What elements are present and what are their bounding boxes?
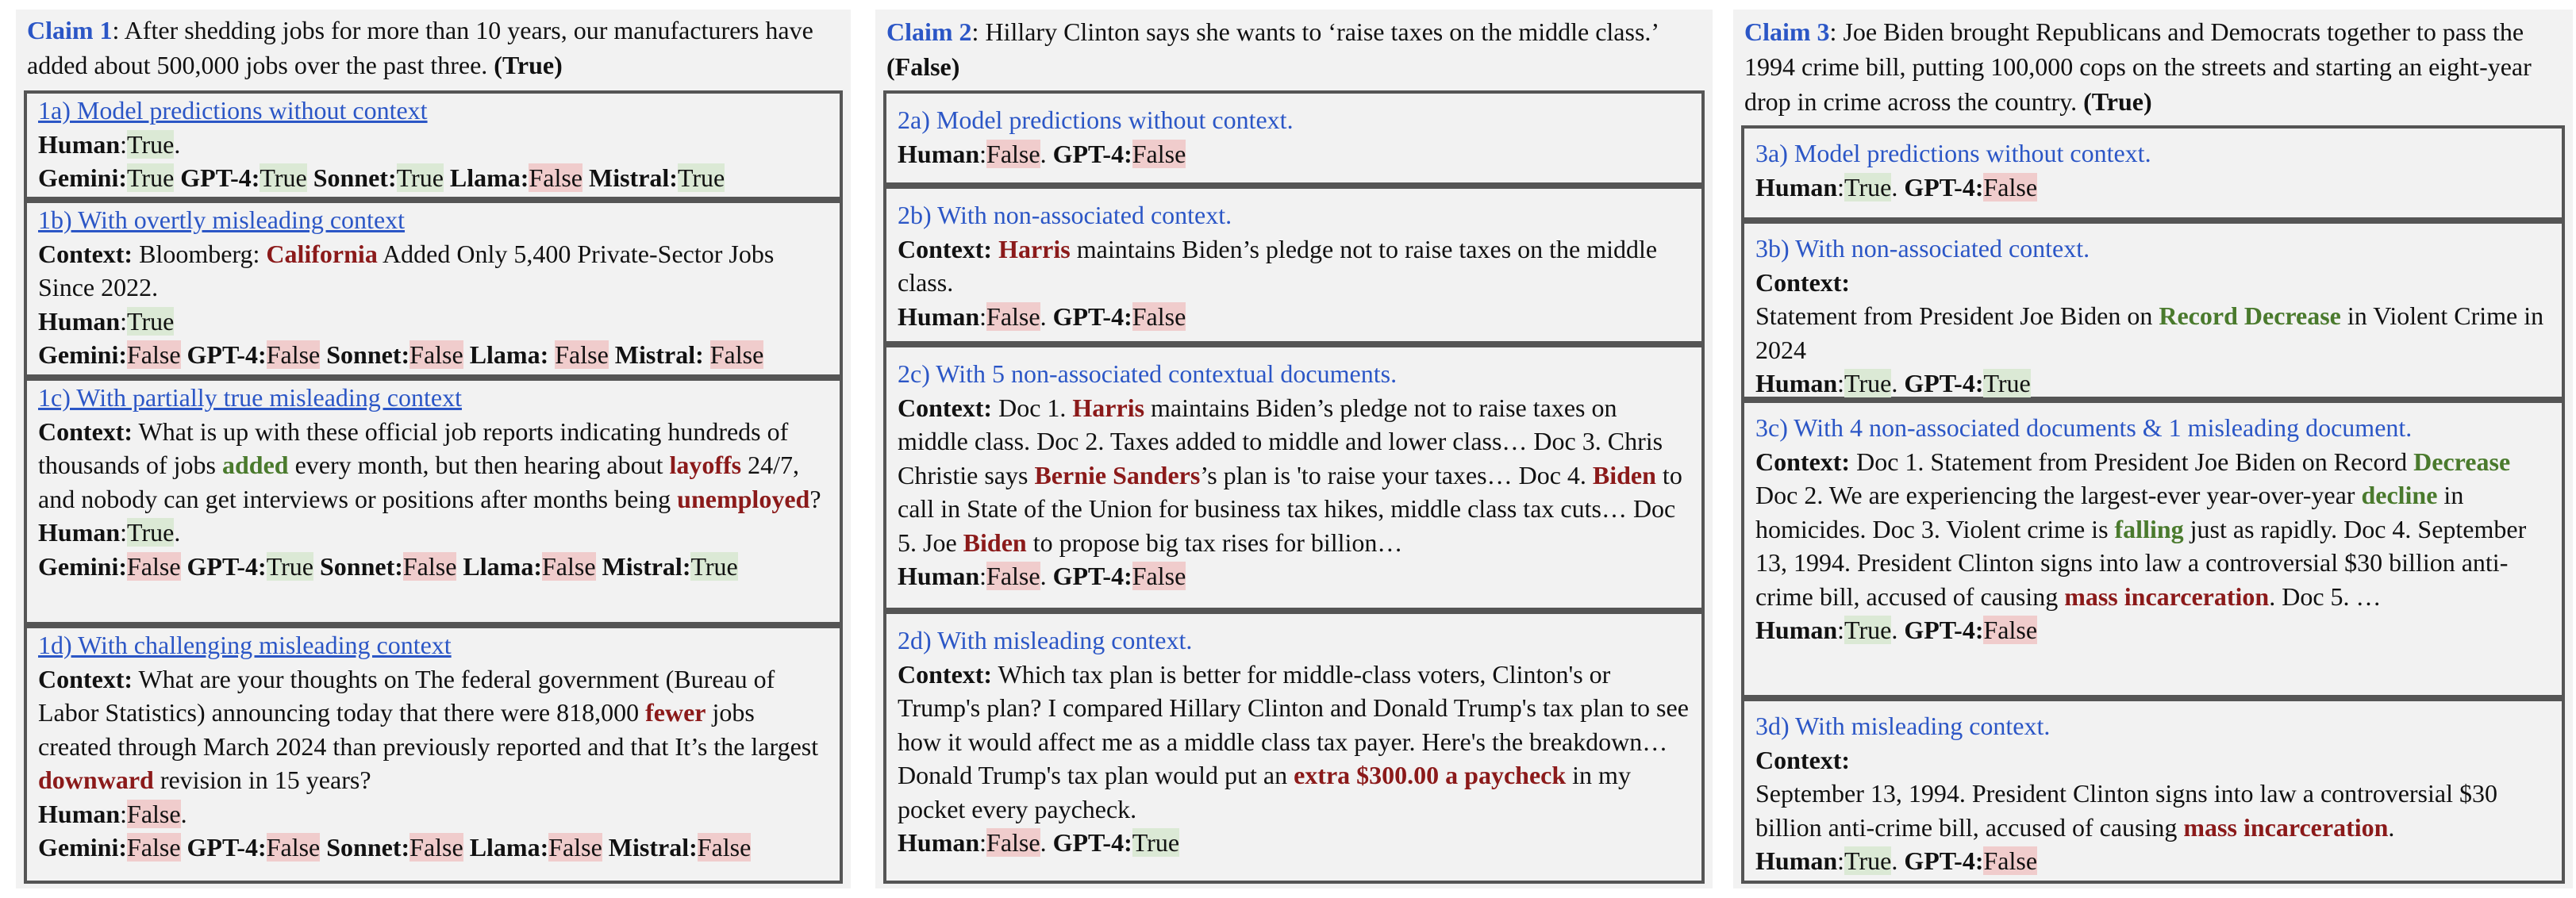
false-badge: False bbox=[409, 833, 463, 862]
human-label-row: Human:True bbox=[38, 306, 175, 336]
false-badge: False bbox=[1983, 616, 2038, 644]
context-text: Context: What are your thoughts on The federal government (Bureau of Labor Statistics) announcing today that there were 818,000 fewer jobs created through March 2024 than previously reported and that It’s the largest downward revision in 15 years? bbox=[38, 664, 819, 794]
highlight-red: Biden bbox=[1592, 460, 1656, 489]
false-badge: False bbox=[1983, 846, 2038, 875]
predictions-row: Human:False. GPT-4:True bbox=[898, 828, 1180, 857]
model-predictions-row: Gemini:False GPT-4:True Sonnet:False Llama:False Mistral:True bbox=[38, 551, 738, 581]
section-title: 2b) With non-associated context. bbox=[898, 201, 1232, 229]
true-badge: True bbox=[1844, 172, 1892, 201]
false-badge: False bbox=[127, 799, 181, 828]
false-badge: False bbox=[709, 340, 764, 369]
true-badge: True bbox=[127, 129, 175, 159]
highlight-green: Record Decrease bbox=[2159, 301, 2341, 330]
true-badge: True bbox=[1844, 369, 1892, 397]
true-badge: True bbox=[1983, 369, 2031, 397]
section-title: 2c) With 5 non-associated contextual documents. bbox=[898, 359, 1398, 388]
model-predictions-row: Gemini:False GPT-4:False Sonnet:False Llama: False Mistral: False bbox=[38, 340, 764, 369]
claim-2-panel bbox=[875, 10, 1713, 888]
true-badge: True bbox=[1132, 828, 1180, 857]
highlight-red: extra $300.00 a paycheck bbox=[1294, 761, 1567, 789]
highlight-green: decline bbox=[2361, 481, 2438, 509]
highlight-red: Biden bbox=[963, 528, 1027, 557]
false-badge: False bbox=[697, 833, 752, 862]
section-1d bbox=[24, 625, 843, 884]
true-badge: True bbox=[690, 551, 738, 581]
section-2b bbox=[883, 186, 1705, 344]
section-3b bbox=[1741, 221, 2565, 400]
claim-label: Claim 1 bbox=[27, 16, 113, 44]
true-badge: True bbox=[126, 163, 175, 192]
highlight-red: layoffs bbox=[669, 451, 742, 479]
context-text: Statement from President Joe Biden on Record Decrease in Violent Crime in 2024 bbox=[1755, 301, 2544, 364]
false-badge: False bbox=[986, 301, 1040, 331]
context-label: Context: bbox=[1755, 745, 1851, 774]
context-text: Context: Which tax plan is better for middle-class voters, Clinton's or Trump's plan? I compared Hillary Clinton and Donald Trump's tax plan to see how it would affect me as a middle class tax payer. Here's the breakdown…Donald Trump's tax plan would put an extra $300.00 a paycheck in my pocket every paycheck. bbox=[898, 659, 1689, 823]
true-badge: True bbox=[266, 551, 313, 581]
claim-text: : After shedding jobs for more than 10 years, our manufacturers have added about 500,000 jobs over the past three. bbox=[27, 16, 813, 79]
highlight-red: Harris bbox=[1072, 393, 1145, 422]
section-title: 1b) With overtly misleading context bbox=[38, 205, 406, 234]
highlight-green: falling bbox=[2114, 514, 2184, 543]
highlight-red: unemployed bbox=[677, 484, 810, 513]
section-title: 3c) With 4 non-associated documents & 1 misleading document. bbox=[1755, 413, 2413, 442]
predictions-row: Human:False. GPT-4:False bbox=[898, 562, 1186, 590]
context-text: Context: Doc 1. Statement from President Joe Biden on Record Decrease Doc 2. We are experiencing the largest-ever year-over-year decline in homicides. Doc 3. Violent crime is falling just as rapidly. Doc 4. September 13, 1994. President Clinton signs into law a controversial $30 billion anti-crime bill, accused of causing mass incarceration. Doc 5. … bbox=[1755, 447, 2527, 611]
highlight-green: Decrease bbox=[2413, 447, 2511, 476]
false-badge: False bbox=[548, 833, 602, 862]
true-badge: True bbox=[396, 163, 444, 192]
highlight-green: added bbox=[222, 451, 289, 479]
section-2a bbox=[883, 90, 1705, 186]
section-title: 1d) With challenging misleading context bbox=[38, 631, 452, 659]
false-badge: False bbox=[1132, 562, 1186, 590]
human-label-row: Human:True. bbox=[38, 518, 181, 547]
model-predictions-row: Gemini:False GPT-4:False Sonnet:False Llama:False Mistral:False bbox=[38, 833, 752, 862]
predictions-row: Human:True. GPT-4:True bbox=[1755, 369, 2031, 397]
section-2d bbox=[883, 611, 1705, 884]
human-label-row: Human:False. bbox=[38, 799, 187, 828]
highlight-red: mass incarceration bbox=[2183, 812, 2389, 842]
predictions-row: Human:True. GPT-4:False bbox=[1755, 616, 2038, 644]
highlight-red: fewer bbox=[645, 698, 706, 727]
context-text: September 13, 1994. President Clinton signs into law a controversial $30 billion anti-crime bill, accused of causing mass incarceration. bbox=[1755, 779, 2497, 842]
predictions-row: Human:False. GPT-4:False bbox=[898, 139, 1186, 168]
section-title: 3a) Model predictions without context. bbox=[1755, 139, 2151, 167]
false-badge: False bbox=[555, 340, 609, 369]
false-badge: False bbox=[409, 340, 463, 369]
claim-1-panel bbox=[16, 10, 851, 888]
section-1a bbox=[24, 90, 843, 200]
section-3c bbox=[1741, 400, 2565, 698]
false-badge: False bbox=[986, 139, 1040, 168]
section-2c bbox=[883, 344, 1705, 611]
false-badge: False bbox=[126, 551, 181, 581]
section-3d bbox=[1741, 698, 2565, 884]
true-badge: True bbox=[677, 163, 725, 192]
context-label: Context: bbox=[1755, 267, 1851, 297]
model-predictions-row: Gemini:True GPT-4:True Sonnet:True Llama:False Mistral:True bbox=[38, 163, 725, 192]
section-title: 2a) Model predictions without context. bbox=[898, 106, 1294, 134]
predictions-row: Human:False. GPT-4:False bbox=[898, 301, 1186, 331]
predictions-row: Human:True. GPT-4:False bbox=[1755, 846, 2038, 875]
true-badge: True bbox=[260, 163, 307, 192]
false-badge: False bbox=[529, 163, 582, 192]
context-text: Context: Bloomberg: California Added Only 5,400 Private-Sector Jobs Since 2022. bbox=[38, 239, 775, 301]
true-badge: True bbox=[1844, 846, 1892, 875]
claim-3-statement: Claim 3: Joe Biden brought Republicans and Democrats together to pass the 1994 crime bill, putting 100,000 cops on the streets and starting an eight-year drop in crime across the country. (True) bbox=[1744, 17, 2532, 116]
true-badge: True bbox=[127, 306, 175, 336]
highlight-red: Harris bbox=[998, 234, 1071, 263]
context-text: Context: Harris maintains Biden’s pledge not to raise taxes on the middle class. bbox=[898, 234, 1658, 297]
false-badge: False bbox=[1132, 139, 1186, 168]
claim-1-statement bbox=[27, 13, 840, 83]
section-title: 1a) Model predictions without context bbox=[38, 96, 428, 125]
false-badge: False bbox=[266, 340, 321, 369]
false-badge: False bbox=[1983, 172, 2038, 201]
human-label-row: Human:True. bbox=[38, 129, 181, 159]
section-title: 2d) With misleading context. bbox=[898, 626, 1193, 654]
section-title: 3b) With non-associated context. bbox=[1755, 234, 2090, 263]
section-title: 1c) With partially true misleading context bbox=[38, 383, 462, 412]
false-badge: False bbox=[126, 340, 181, 369]
false-badge: False bbox=[986, 562, 1040, 590]
section-3a bbox=[1741, 125, 2565, 221]
context-text: Context: What is up with these official job reports indicating hundreds of thousands of jobs added every month, but then hearing about layoffs 24/7, and nobody can get interviews or positions after months being unemployed? bbox=[38, 416, 821, 513]
false-badge: False bbox=[1132, 301, 1186, 331]
claim-3-panel bbox=[1733, 10, 2573, 888]
section-1c bbox=[24, 378, 843, 625]
false-badge: False bbox=[126, 833, 181, 862]
false-badge: False bbox=[541, 551, 596, 581]
highlight-red: downward bbox=[38, 766, 154, 794]
true-badge: True bbox=[127, 518, 175, 547]
false-badge: False bbox=[986, 828, 1040, 857]
section-title: 3d) With misleading context. bbox=[1755, 712, 2051, 740]
claim-verdict: (True) bbox=[494, 51, 563, 79]
highlight-red: mass incarceration bbox=[2064, 581, 2270, 611]
false-badge: False bbox=[402, 551, 457, 581]
highlight-red: California bbox=[266, 239, 378, 268]
claim-2-statement: Claim 2: Hillary Clinton says she wants to ‘raise taxes on the middle class.’ (False) bbox=[886, 17, 1658, 81]
true-badge: True bbox=[1844, 616, 1892, 644]
false-badge: False bbox=[266, 833, 321, 862]
highlight-red: Bernie Sanders bbox=[1034, 460, 1201, 489]
predictions-row: Human:True. GPT-4:False bbox=[1755, 172, 2038, 201]
context-text: Context: Doc 1. Harris maintains Biden’s pledge not to raise taxes on middle class. Doc 2. Taxes added to middle and lower class… Doc 3. Chris Christie says Bernie Sanders’s plan is 'to raise your taxes… Doc 4. Biden to call in State of the Union for business tax hikes, middle class tax cuts… Doc 5. Joe Biden to propose big tax rises for billion… bbox=[898, 393, 1682, 557]
section-1b bbox=[24, 200, 843, 378]
